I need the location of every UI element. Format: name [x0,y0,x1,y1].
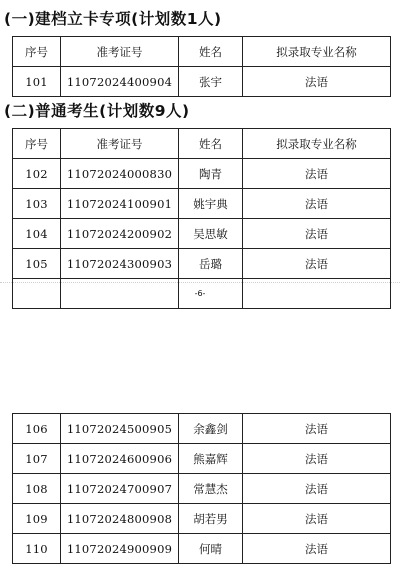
cell-exam-id: 11072024300903 [61,249,179,279]
cell-major: 法语 [243,189,391,219]
cell-serial: 102 [13,159,61,189]
cell-exam-id: 11072024500905 [61,414,179,444]
cell-serial: 101 [13,67,61,97]
table-row [13,414,391,444]
cell-serial: 110 [13,534,61,564]
cell-major: 法语 [243,249,391,279]
cell-major: 法语 [243,219,391,249]
cell-major: 法语 [243,444,391,474]
table-row [13,67,391,97]
cell-exam-id: 11072024200902 [61,219,179,249]
cell-name: 余鑫剑 [179,414,243,444]
cell-serial: 103 [13,189,61,219]
table-row [13,189,391,219]
header-serial: 序号 [13,37,61,67]
cell-serial: 105 [13,249,61,279]
page-divider [0,282,400,283]
continued-table [12,413,391,564]
cell-major: 法语 [243,159,391,189]
table-row [13,159,391,189]
cell-exam-id: 11072024600906 [61,444,179,474]
page-number: -6- [194,289,206,298]
cell-exam-id: 11072024800908 [61,504,179,534]
cell-name: 岳璐 [179,249,243,279]
cell-name: 张宇 [179,67,243,97]
section-1-table [12,36,391,97]
table-header-row [13,37,391,67]
cell-name: 何晴 [179,534,243,564]
cell-major: 法语 [243,414,391,444]
cell-major: 法语 [243,67,391,97]
header-exam-id: 准考证号 [61,129,179,159]
cell-name: 吴思敏 [179,219,243,249]
table-row [13,504,391,534]
cell-serial: 109 [13,504,61,534]
cell-name: 胡若男 [179,504,243,534]
cell-exam-id: 11072024400904 [61,67,179,97]
cell-exam-id: 11072024100901 [61,189,179,219]
cell-exam-id: 11072024900909 [61,534,179,564]
header-name: 姓名 [179,129,243,159]
table-row [13,444,391,474]
table-row [13,219,391,249]
table-row [13,249,391,279]
cell-exam-id: 11072024700907 [61,474,179,504]
cell-major: 法语 [243,504,391,534]
cell-serial: 106 [13,414,61,444]
cell-major: 法语 [243,534,391,564]
header-exam-id: 准考证号 [61,37,179,67]
cell-serial: 104 [13,219,61,249]
header-name: 姓名 [179,37,243,67]
cell-exam-id: 11072024000830 [61,159,179,189]
header-serial: 序号 [13,129,61,159]
cell-name: 熊嘉辉 [179,444,243,474]
table-row [13,474,391,504]
header-major: 拟录取专业名称 [243,129,391,159]
cell-name: 陶青 [179,159,243,189]
header-major: 拟录取专业名称 [243,37,391,67]
cell-serial: 107 [13,444,61,474]
cell-major: 法语 [243,474,391,504]
cell-serial: 108 [13,474,61,504]
table-header-row [13,129,391,159]
table-row [13,534,391,564]
cell-name: 常慧杰 [179,474,243,504]
section-2-heading: (二)普通考生(计划数9人) [4,102,190,120]
section-1-heading: (一)建档立卡专项(计划数1人) [4,10,222,28]
cell-name: 姚宇典 [179,189,243,219]
